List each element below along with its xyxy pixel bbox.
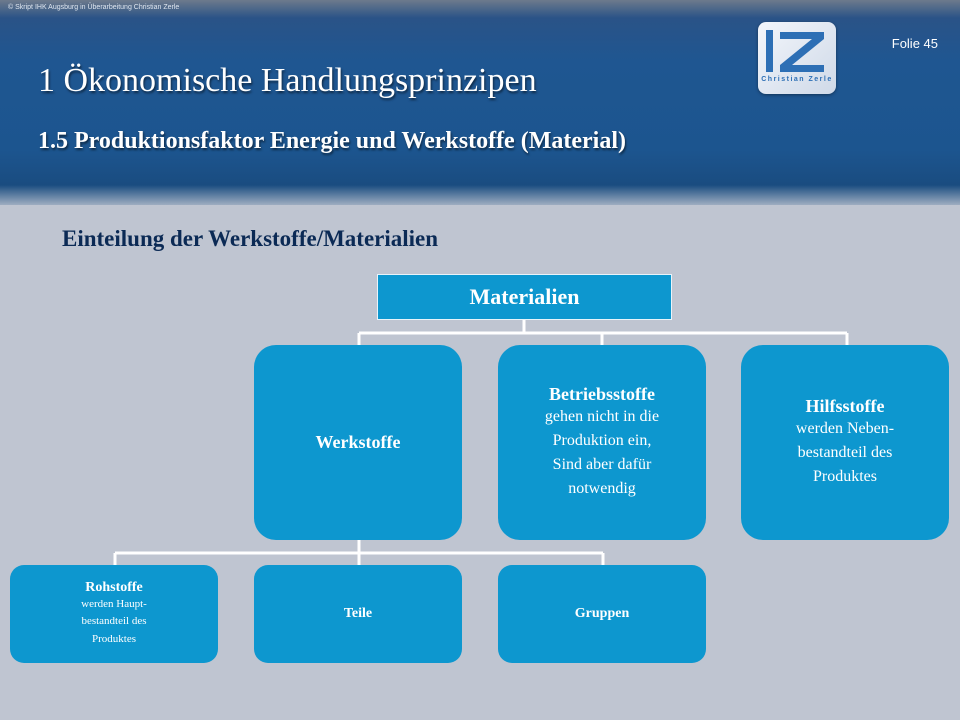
node-rohstoffe (10, 565, 218, 663)
copyright-note: © Skript IHK Augsburg in Überarbeitung Christian Zerle (8, 4, 180, 11)
node-werkstoffe-label: Werkstoffe (315, 432, 401, 452)
node-werkstoffe (254, 345, 462, 540)
node-rohstoffe-line-2: bestandteil des (81, 615, 147, 628)
node-betriebsstoffe-line-2: Produktion ein, (552, 432, 652, 449)
node-hilfsstoffe-line-3: Produktes (813, 468, 877, 485)
node-gruppen (498, 565, 706, 663)
node-hilfsstoffe-line-2: bestandteil des (797, 444, 893, 461)
node-rohstoffe-line-1: werden Haupt- (81, 597, 147, 610)
node-gruppen-label: Gruppen (574, 606, 630, 621)
node-hilfsstoffe-line-1: werden Neben- (795, 420, 895, 437)
node-hilfsstoffe-label: Hilfsstoffe (805, 396, 885, 416)
logo-caption: Christian Zerle (761, 76, 833, 83)
page-title: 1 Ökonomische Handlungsprinzipen (38, 62, 537, 99)
node-betriebsstoffe-label: Betriebsstoffe (549, 384, 655, 404)
slide-number: Folie 45 (891, 36, 938, 51)
page-subtitle: 1.5 Produktionsfaktor Energie und Werkstoffe (Material) (38, 128, 626, 154)
node-materialien-label: Materialien (469, 284, 580, 309)
node-betriebsstoffe-line-3: Sind aber dafür (552, 456, 652, 473)
node-betriebsstoffe (498, 345, 706, 540)
node-rohstoffe-label: Rohstoffe (85, 579, 143, 595)
node-materialien (377, 274, 672, 320)
node-hilfsstoffe (741, 345, 949, 540)
node-betriebsstoffe-line-4: notwendig (568, 480, 636, 497)
node-teile (254, 565, 462, 663)
section-heading: Einteilung der Werkstoffe/Materialien (62, 226, 439, 251)
node-betriebsstoffe-line-1: gehen nicht in die (544, 408, 660, 425)
node-teile-label: Teile (343, 606, 373, 621)
node-rohstoffe-line-3: Produktes (92, 632, 136, 645)
